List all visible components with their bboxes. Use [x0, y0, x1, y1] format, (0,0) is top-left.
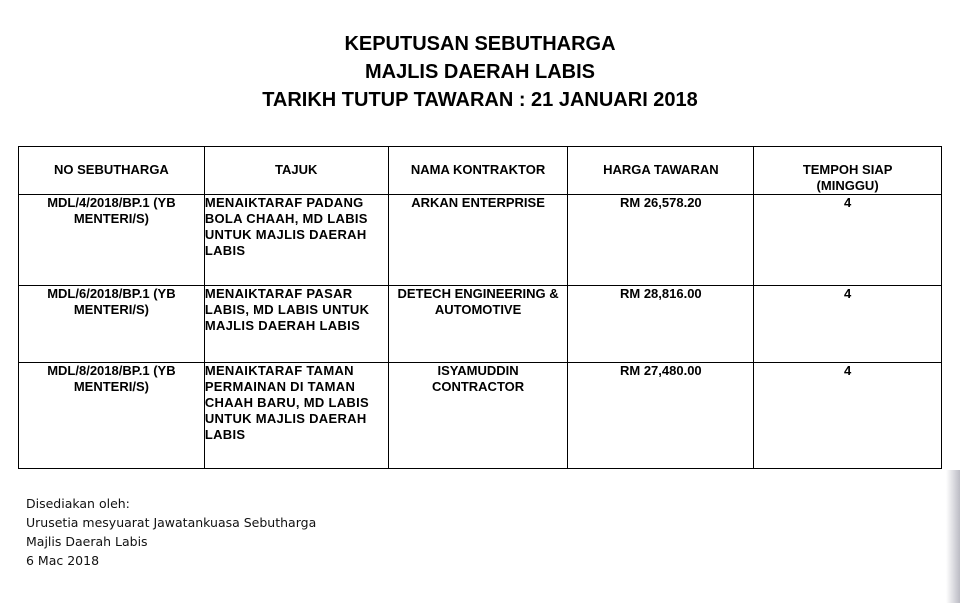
cell-no-sebutharga [19, 195, 205, 286]
tajuk-line: MENAIKTARAF PASAR [204, 286, 353, 301]
cell-tajuk [204, 363, 388, 469]
title-line-1: KEPUTUSAN SEBUTHARGA [344, 33, 616, 55]
cell-nama-kontraktor [388, 195, 568, 286]
no-line-1: MDL/4/2018/BP.1 (YB [47, 195, 176, 210]
footer-prepared-by: Disediakan oleh: [26, 496, 130, 511]
title-line-3: TARIKH TUTUP TAWARAN : 21 JANUARI 2018 [262, 89, 698, 111]
table-header-row [19, 147, 942, 195]
cell-tempoh-siap: 4 [754, 286, 942, 363]
tajuk-line: MAJLIS DAERAH LABIS [204, 318, 361, 333]
tajuk-line: LABIS [204, 427, 246, 442]
tajuk-line: LABIS [204, 243, 246, 258]
footer-date: 6 Mac 2018 [26, 553, 100, 568]
cell-tajuk [204, 195, 388, 286]
nama-line: ISYAMUDDIN [437, 363, 519, 378]
header-tempoh-siap [754, 147, 942, 195]
no-line-2: MENTERI/S) [73, 211, 149, 226]
no-line-2: MENTERI/S) [73, 302, 149, 317]
page-edge-shadow [946, 470, 960, 603]
cell-tempoh-siap: 4 [754, 195, 942, 286]
nama-line: AUTOMOTIVE [434, 302, 522, 317]
table-row [19, 195, 942, 286]
prepared-by-footer [26, 494, 316, 570]
nama-line: DETECH ENGINEERING & [397, 286, 559, 301]
header-tempoh-line-2: (MINGGU) [816, 178, 879, 193]
title-line-2: MAJLIS DAERAH LABIS [364, 61, 595, 83]
no-line-1: MDL/6/2018/BP.1 (YB [47, 286, 176, 301]
footer-council: Majlis Daerah Labis [26, 534, 148, 549]
cell-harga-tawaran: RM 26,578.20 [568, 195, 754, 286]
footer-secretariat: Urusetia mesyuarat Jawatankuasa Sebutharga [26, 515, 317, 530]
cell-nama-kontraktor [388, 363, 568, 469]
tajuk-line: BOLA CHAAH, MD LABIS [204, 211, 368, 226]
table-row [19, 286, 942, 363]
tajuk-line: MENAIKTARAF PADANG [204, 195, 364, 210]
tajuk-line: MENAIKTARAF TAMAN [204, 363, 354, 378]
header-nama-kontraktor: NAMA KONTRAKTOR [388, 147, 568, 195]
cell-no-sebutharga [19, 363, 205, 469]
cell-nama-kontraktor [388, 286, 568, 363]
tender-results-table [18, 146, 942, 469]
cell-tajuk [204, 286, 388, 363]
no-line-1: MDL/8/2018/BP.1 (YB [47, 363, 176, 378]
nama-line: ARKAN ENTERPRISE [411, 195, 545, 210]
tajuk-line: CHAAH BARU, MD LABIS [204, 395, 369, 410]
header-no-sebutharga: NO SEBUTHARGA [19, 147, 205, 195]
header-tajuk: TAJUK [204, 147, 388, 195]
tajuk-line: LABIS, MD LABIS UNTUK [204, 302, 370, 317]
document-title [0, 30, 960, 114]
table-row [19, 363, 942, 469]
header-tempoh-line-1: TEMPOH SIAP [802, 162, 893, 177]
tajuk-line: PERMAINAN DI TAMAN [204, 379, 356, 394]
nama-line: CONTRACTOR [431, 379, 525, 394]
header-harga-tawaran: HARGA TAWARAN [568, 147, 754, 195]
tajuk-line: UNTUK MAJLIS DAERAH [204, 411, 367, 426]
cell-harga-tawaran: RM 27,480.00 [568, 363, 754, 469]
tajuk-line: UNTUK MAJLIS DAERAH [204, 227, 367, 242]
cell-harga-tawaran: RM 28,816.00 [568, 286, 754, 363]
cell-no-sebutharga [19, 286, 205, 363]
no-line-2: MENTERI/S) [73, 379, 149, 394]
cell-tempoh-siap: 4 [754, 363, 942, 469]
